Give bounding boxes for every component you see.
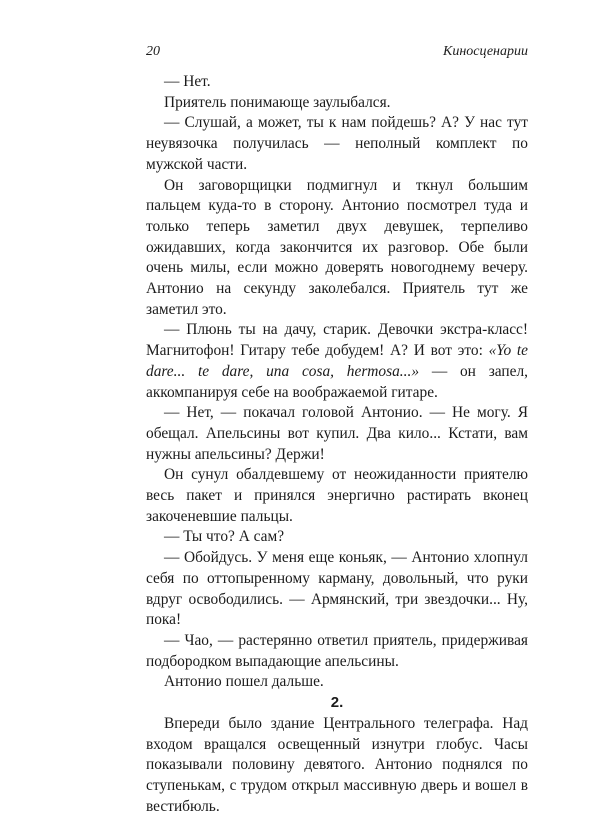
- song-lyric-italic: «Yo te dare... te dare, una cosa, hermosa...»: [146, 342, 529, 380]
- paragraph: — Обойдусь. У меня еще коньяк, — Антонио хлопнул себя по оттопыренному карману, довольный, что руки вдруг освободились. — Армянский, три звездочки... Ну, пока!: [146, 549, 528, 629]
- paragraph: — Слушай, а может, ты к нам пойдешь? А? У нас тут неувязочка получилась — неполный комплект по мужской части.: [146, 114, 528, 173]
- paragraph: Впереди было здание Центрального телеграфа. Над входом вращался освещенный изнутри глобус. Часы показывали половину девятого. Антонио поднялся по ступенькам, с трудом открыл массивную дверь и вошел в вестибюль.: [146, 714, 528, 815]
- running-title: Киносценарии: [443, 44, 528, 59]
- paragraph: — Чао, — растерянно ответил приятель, придерживая подбородком выпадающие апельсины.: [146, 631, 528, 670]
- chapter-heading: 2.: [330, 694, 344, 712]
- paragraph: — Нет, — покачал головой Антонио. — Не могу. Я обещал. Апельсины вот купил. Два кило... Кстати, вам нужны апельсины? Держи!: [146, 404, 528, 463]
- paragraph: — Нет.: [164, 73, 211, 90]
- paragraph: Приятель понимающе заулыбался.: [164, 93, 391, 111]
- paragraph-text: — Плюнь ты на дачу, старик. Девочки экстра-класс! Магнитофон! Гитару тебе добудем! А? И вот это:: [146, 321, 528, 360]
- paragraph: Он заговорщицки подмигнул и ткнул большим пальцем куда-то в сторону. Антонио посмотрел туда и только теперь заметил двух девушек, терпеливо ожидавших, когда закончится их разговор. Обе были очень милы, если можно доверять новогоднему вечеру. Антонио на секунду заколебался. Приятель тут же заметил это.: [146, 176, 528, 318]
- page-number: 20: [146, 44, 160, 59]
- paragraph: Антонио пошел дальше.: [164, 673, 324, 691]
- page-body: [146, 72, 528, 817]
- paragraph-with-song: [146, 320, 528, 403]
- paragraph-text: — он запел, аккомпанируя себе на воображаемой гитаре.: [146, 362, 528, 401]
- paragraph: Он сунул обалдевшему от неожиданности приятелю весь пакет и принялся энергично растирать вконец закоченевшие пальцы.: [146, 466, 528, 525]
- paragraph: — Ты что? А сам?: [164, 528, 285, 546]
- page-header: [146, 44, 528, 64]
